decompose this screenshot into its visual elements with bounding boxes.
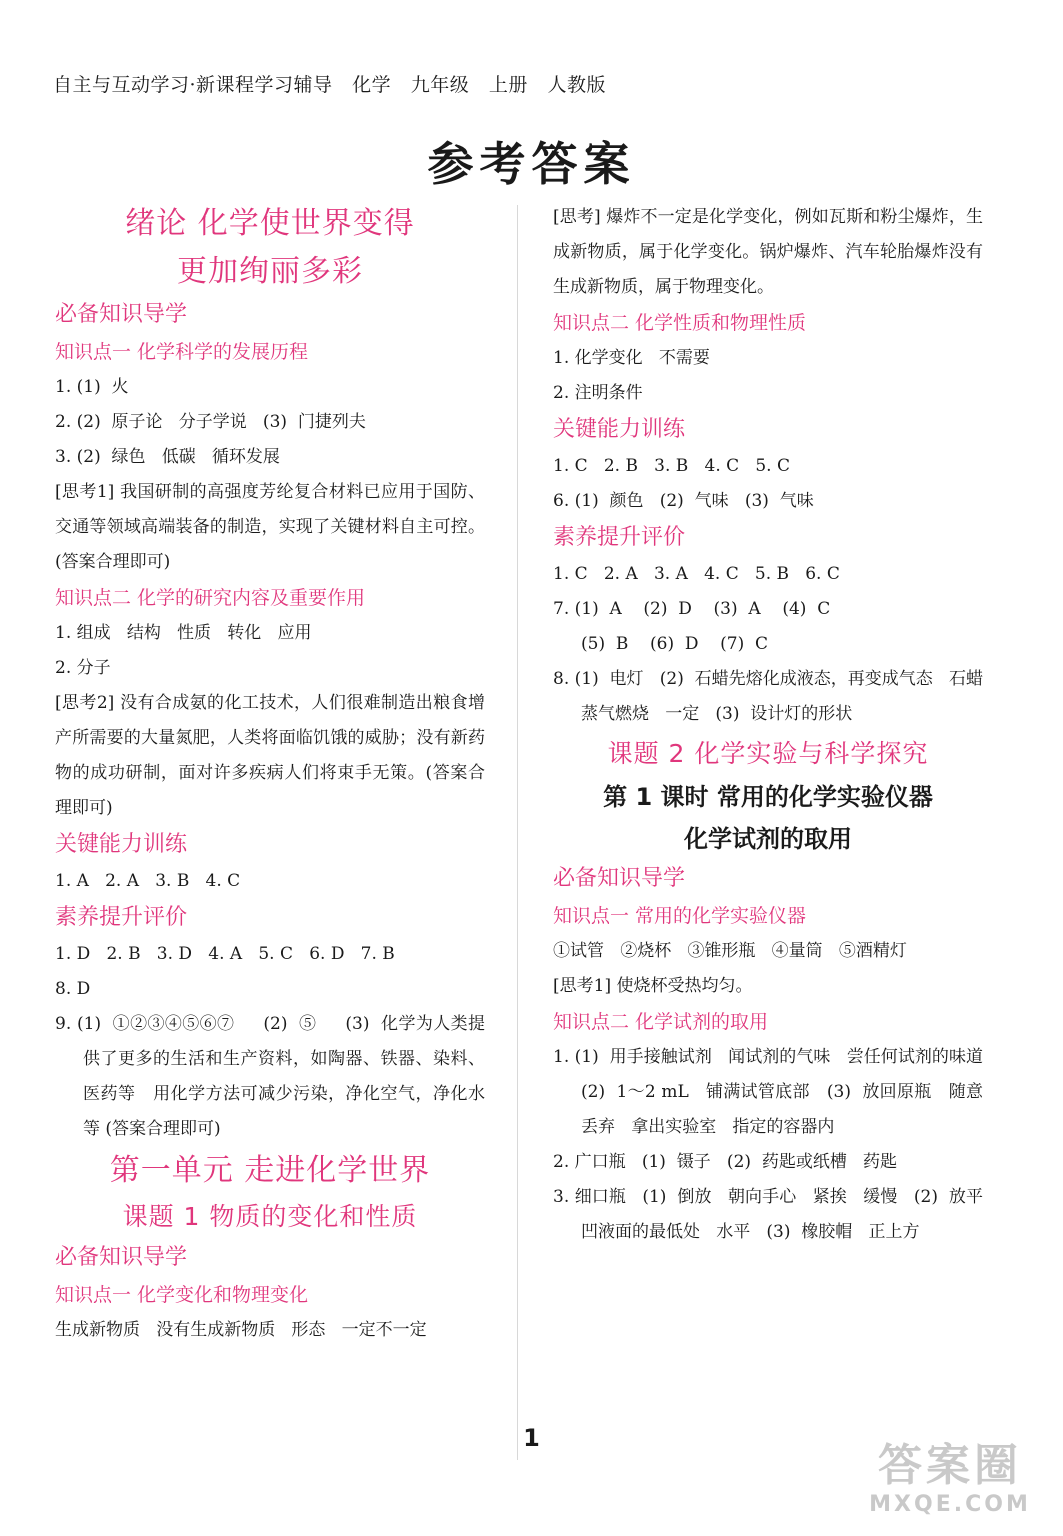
knowledge-point-heading: 知识点一 化学科学的发展历程 (55, 341, 309, 363)
answer-line: 9. (1) ①②③④⑤⑥⑦ (2) ⑤ (3) 化学为人类提供了更多的生活和生产资料，如陶器、铁器、染料、医药等 用化学方法可减少污染，净化空气，净化水等 (答案合理即可) (55, 1014, 485, 1139)
section-title-line-1: 绪论 化学使世界变得 (125, 206, 415, 241)
answer-line: 7. (1) A (2) D (3) A (4) C (553, 599, 831, 619)
watermark-logo (845, 1440, 1055, 1530)
answer-line: 2. 注明条件 (553, 383, 643, 403)
think-note: [思考1] 我国研制的高强度芳纶复合材料已应用于国防、交通等领域高端装备的制造，实现了关键材料自主可控。(答案合理即可) (55, 482, 485, 572)
answer-line: 3. 细口瓶 (1) 倒放 朝向手心 紧挨 缓慢 (2) 放平 凹液面的最低处 水平 (3) 橡胶帽 正上方 (553, 1187, 1000, 1242)
answer-line: 8. D (55, 979, 91, 999)
answer-line: 1. D 2. B 3. D 4. A 5. C 6. D 7. B (55, 944, 395, 964)
answer-line: 1. C 2. A 3. A 4. C 5. B 6. C (553, 564, 840, 584)
subheading: 必备知识导学 (55, 1245, 188, 1270)
class-period-title: 第 1 课时 常用的化学实验仪器 (603, 783, 933, 811)
section-title-line-2: 更加绚丽多彩 (177, 254, 363, 289)
answer-line: 2. (2) 原子论 分子学说 (3) 门捷列夫 (55, 412, 366, 432)
answer-line: 2. 广口瓶 (1) 镊子 (2) 药匙或纸槽 药匙 (553, 1152, 898, 1172)
think-note: [思考] 爆炸不一定是化学变化，例如瓦斯和粉尘爆炸，生成新物质，属于化学变化。锅炉爆炸、汽车轮胎爆炸没有生成新物质，属于物理变化。 (553, 207, 983, 297)
answer-line: 1. (1) 用手接触试剂 闻试剂的气味 尝任何试剂的味道 (2) 1～2 mL 铺满试管底部 (3) 放回原瓶 随意丢弃 拿出实验室 指定的容器内 (553, 1047, 1000, 1137)
subheading: 必备知识导学 (553, 866, 686, 891)
answer-line: 2. 分子 (55, 658, 111, 678)
subheading: 关键能力训练 (553, 417, 686, 442)
knowledge-point-heading: 知识点一 常用的化学实验仪器 (553, 905, 807, 927)
right-column (553, 200, 1000, 1250)
answer-line: ①试管 ②烧杯 ③锥形瓶 ④量筒 ⑤酒精灯 (553, 941, 907, 961)
subheading: 关键能力训练 (55, 832, 188, 857)
think-note: [思考1] 使烧杯受热均匀。 (553, 976, 753, 996)
subheading: 素养提升评价 (55, 905, 188, 930)
left-column (55, 200, 485, 1348)
answer-line: 3. (2) 绿色 低碳 循环发展 (55, 447, 280, 467)
lesson-title: 课题 1 物质的变化和性质 (122, 1202, 418, 1231)
knowledge-point-heading: 知识点二 化学试剂的取用 (553, 1011, 769, 1033)
knowledge-point-heading: 知识点二 化学的研究内容及重要作用 (55, 587, 366, 609)
watermark-text: 答案圈 (878, 1440, 1022, 1491)
think-note: [思考2] 没有合成氨的化工技术，人们很难制造出粮食增产所需要的大量氮肥，人类将面临饥饿的威胁；没有新药物的成功研制，面对许多疾病人们将束手无策。(答案合理即可) (55, 693, 485, 818)
lesson-title: 课题 2 化学实验与科学探究 (607, 739, 929, 768)
watermark-url: MXQE.COM (869, 1492, 1031, 1517)
answer-line: (5) B (6) D (7) C (581, 634, 769, 654)
knowledge-point-heading: 知识点二 化学性质和物理性质 (553, 312, 807, 334)
answer-line: 1. C 2. B 3. B 4. C 5. C (553, 456, 790, 476)
unit-title: 第一单元 走进化学世界 (109, 1153, 431, 1188)
page-number: 1 (523, 1424, 540, 1452)
class-period-subtitle: 化学试剂的取用 (684, 825, 852, 853)
running-header: 自主与互动学习·新课程学习辅导 化学 九年级 上册 人教版 (53, 74, 607, 96)
knowledge-point-heading: 知识点一 化学变化和物理变化 (55, 1284, 309, 1306)
answer-line: 8. (1) 电灯 (2) 石蜡先熔化成液态，再变成气态 石蜡蒸气燃烧 一定 (3) 设计灯的形状 (553, 669, 983, 724)
page-title: 参考答案 (427, 137, 636, 191)
answer-line: 1. (1) 火 (55, 377, 129, 397)
subheading: 必备知识导学 (55, 302, 188, 327)
answer-line: 6. (1) 颜色 (2) 气味 (3) 气味 (553, 491, 814, 511)
answer-line: 1. 化学变化 不需要 (553, 348, 710, 368)
answer-line: 1. A 2. A 3. B 4. C (55, 871, 241, 891)
answer-line: 1. 组成 结构 性质 转化 应用 (55, 623, 312, 643)
answer-line: 生成新物质 没有生成新物质 形态 一定不一定 (55, 1320, 427, 1340)
column-divider (517, 205, 518, 1460)
subheading: 素养提升评价 (553, 525, 686, 550)
